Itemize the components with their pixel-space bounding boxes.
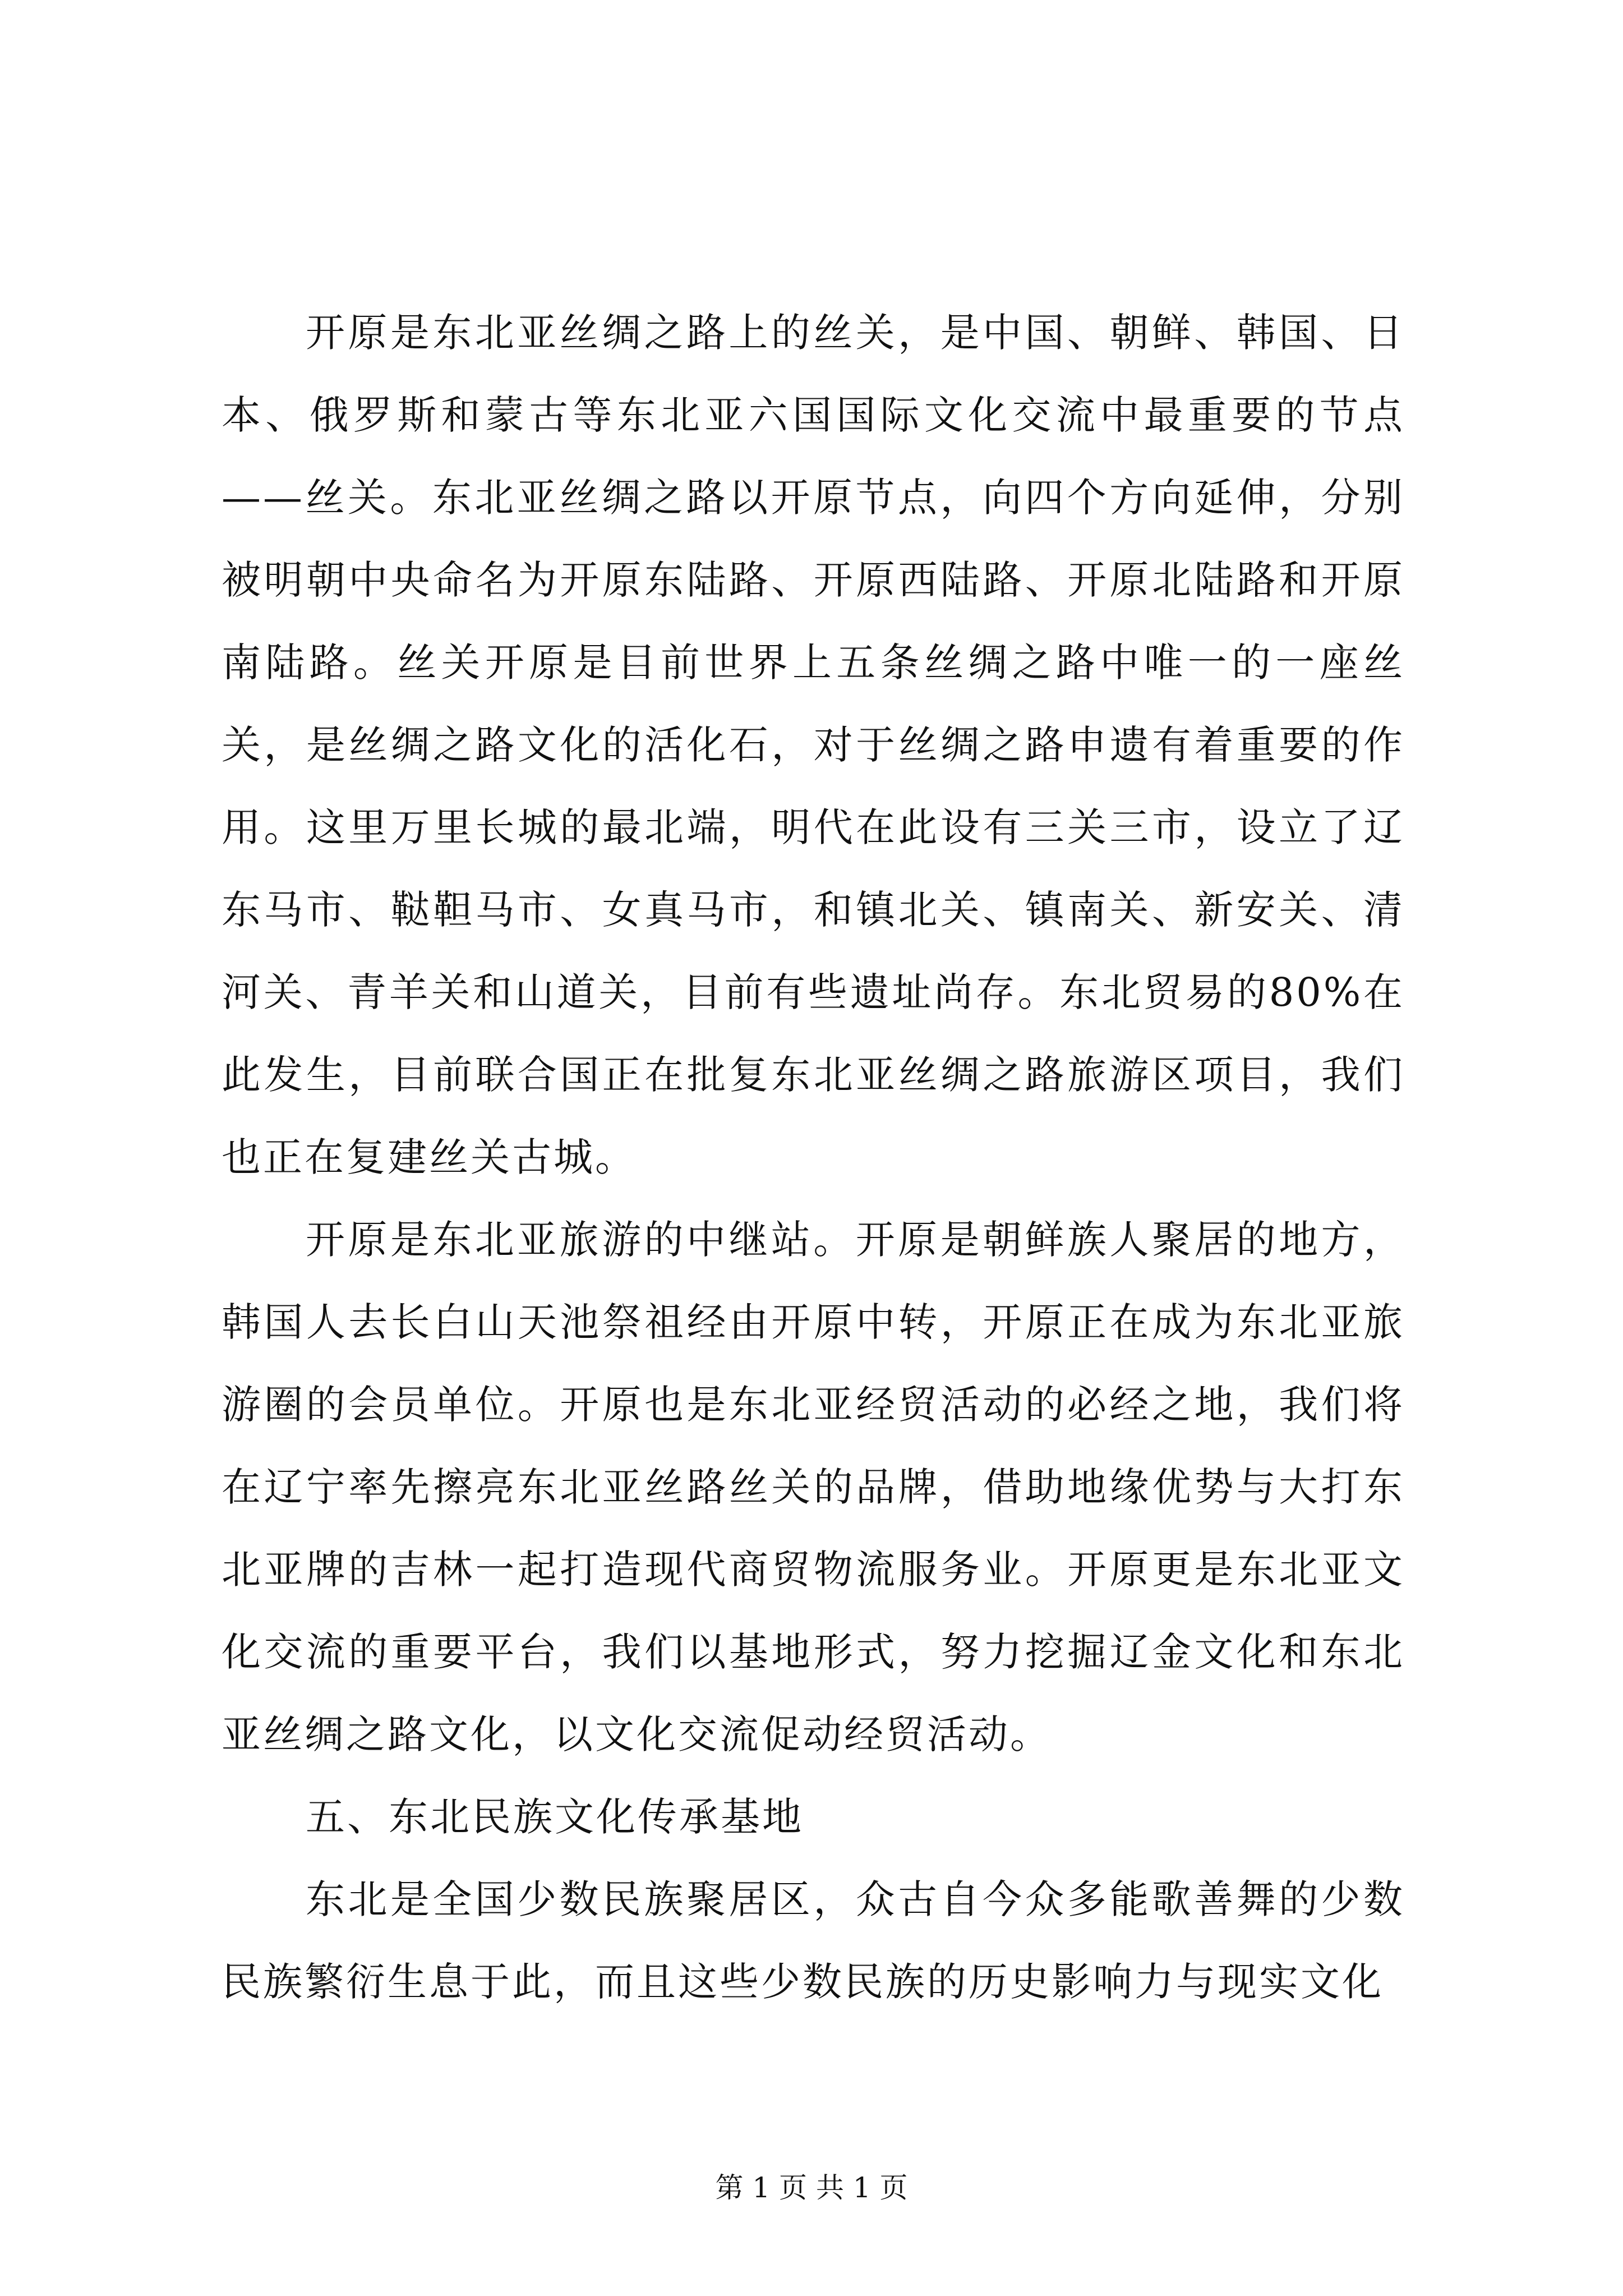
section-heading: 五、东北民族文化传承基地	[306, 1794, 804, 1840]
page-footer: 第 1 页 共 1 页	[715, 2171, 908, 2204]
paragraph-tourism-relay: 开原是东北亚旅游的中继站。开原是朝鲜族人聚居的地方，韩国人去长白山天池祭祖经由开原中转，开原正在成为东北亚旅游圈的会员单位。开原也是东北亚经贸活动的必经之地，我们将在辽宁率先擦亮东北亚丝路丝关的品牌，借助地缘优势与大打东北亚牌的吉林一起打造现代商贸物流服务业。开原更是东北亚文化交流的重要平台，我们以基地形式，努力挖掘辽金文化和东北亚丝绸之路文化，以文化交流促动经贸活动。	[222, 1217, 1405, 1757]
body-text	[222, 292, 1405, 2023]
paragraph-silk-pass: 开原是东北亚丝绸之路上的丝关，是中国、朝鲜、韩国、日本、俄罗斯和蒙古等东北亚六国国际文化交流中最重要的节点——丝关。东北亚丝绸之路以开原节点，向四个方向延伸，分别被明朝中央命名为开原东陆路、开原西陆路、开原北陆路和开原南陆路。丝关开原是目前世界上五条丝绸之路中唯一的一座丝关，是丝绸之路文化的活化石，对于丝绸之路申遗有着重要的作用。这里万里长城的最北端，明代在此设有三关三市，设立了辽东马市、鞑靼马市、女真马市，和镇北关、镇南关、新安关、清河关、青羊关和山道关，目前有些遗址尚存。东北贸易的80%在此发生，目前联合国正在批复东北亚丝绸之路旅游区项目，我们也正在复建丝关古城。	[222, 310, 1405, 1180]
paragraph-ethnic-culture: 东北是全国少数民族聚居区，众古自今众多能歌善舞的少数民族繁衍生息于此，而且这些少数民族的历史影响力与现实文化	[222, 1876, 1405, 2005]
